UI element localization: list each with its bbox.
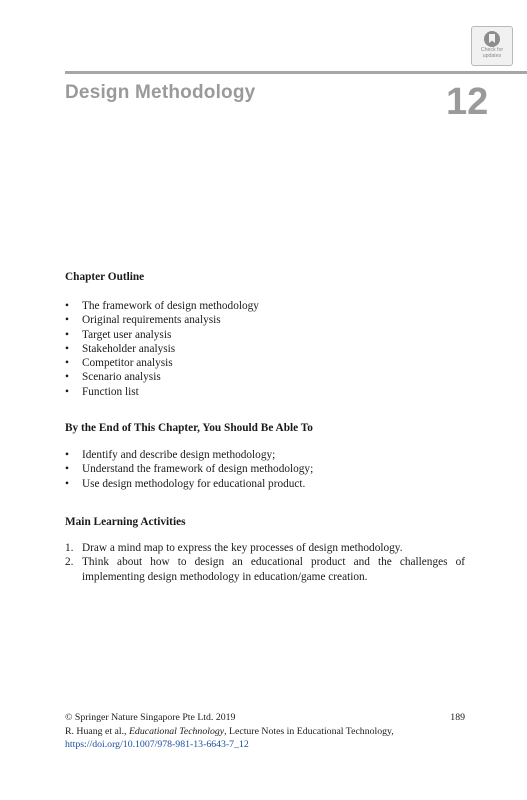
learning-goals-list (65, 448, 465, 491)
bookmark-icon (483, 30, 501, 48)
page-number: 189 (450, 712, 465, 723)
chapter-number: 12 (446, 81, 489, 123)
item-number: 2. (65, 556, 74, 569)
list-item: • Scenario analysis (65, 371, 161, 384)
book-title: Educational Technology (128, 725, 225, 737)
list-item: • Identify and describe design methodology; (65, 449, 276, 461)
chapter-title: Design Methodology (65, 82, 256, 103)
numbered-item (65, 555, 465, 584)
list-item: • Function list (65, 385, 139, 398)
chapter-outline-heading: Chapter Outline (65, 271, 145, 283)
bullet: • (65, 300, 69, 312)
learning-activities-heading: Main Learning Activities (65, 516, 186, 528)
learning-goals-section (65, 421, 465, 491)
chapter-outline-list (65, 299, 465, 399)
learning-goals-heading: By the End of This Chapter, You Should Be Able To (65, 422, 313, 434)
bullet: • (65, 477, 69, 490)
bullet: • (65, 371, 69, 384)
list-item: • Competitor analysis (65, 357, 173, 370)
item-number: 1. (65, 542, 74, 554)
chapter-outline-section (65, 270, 465, 399)
badge-label-line1: Check for (480, 47, 504, 53)
page-footer (65, 711, 465, 752)
bullet: • (65, 314, 69, 327)
doi-link[interactable]: https://doi.org/10.1007/978-981-13-6643-7_12 (65, 739, 249, 751)
bullet: • (65, 357, 69, 370)
bullet: • (65, 385, 69, 398)
item-line: implementing design methodology in education/game creation. (82, 570, 368, 583)
list-item: • Stakeholder analysis (65, 342, 176, 355)
item-line: Think about how to design an educational product and the challenges of (82, 556, 465, 569)
learning-activities-section (65, 515, 465, 584)
bullet: • (65, 449, 69, 461)
badge-label-line2: updates (482, 52, 502, 59)
list-item: • Target user analysis (65, 328, 172, 341)
citation: R. Huang et al., Educational Technology, Lecture Notes in Educational Technology, (65, 725, 394, 737)
learning-activities-list (65, 541, 465, 584)
numbered-item: 1. Draw a mind map to express the key processes of design methodology. (65, 542, 403, 554)
list-item: • Original requirements analysis (65, 314, 221, 327)
header-rule (65, 71, 527, 74)
check-for-updates-badge[interactable] (471, 26, 513, 66)
bullet: • (65, 463, 69, 476)
list-item: • The framework of design methodology (65, 300, 259, 312)
bullet: • (65, 328, 69, 341)
bullet: • (65, 342, 69, 355)
list-item: • Understand the framework of design methodology; (65, 463, 314, 476)
copyright-notice: © Springer Nature Singapore Pte Ltd. 2019 (65, 712, 236, 723)
list-item: • Use design methodology for educational product. (65, 477, 306, 490)
